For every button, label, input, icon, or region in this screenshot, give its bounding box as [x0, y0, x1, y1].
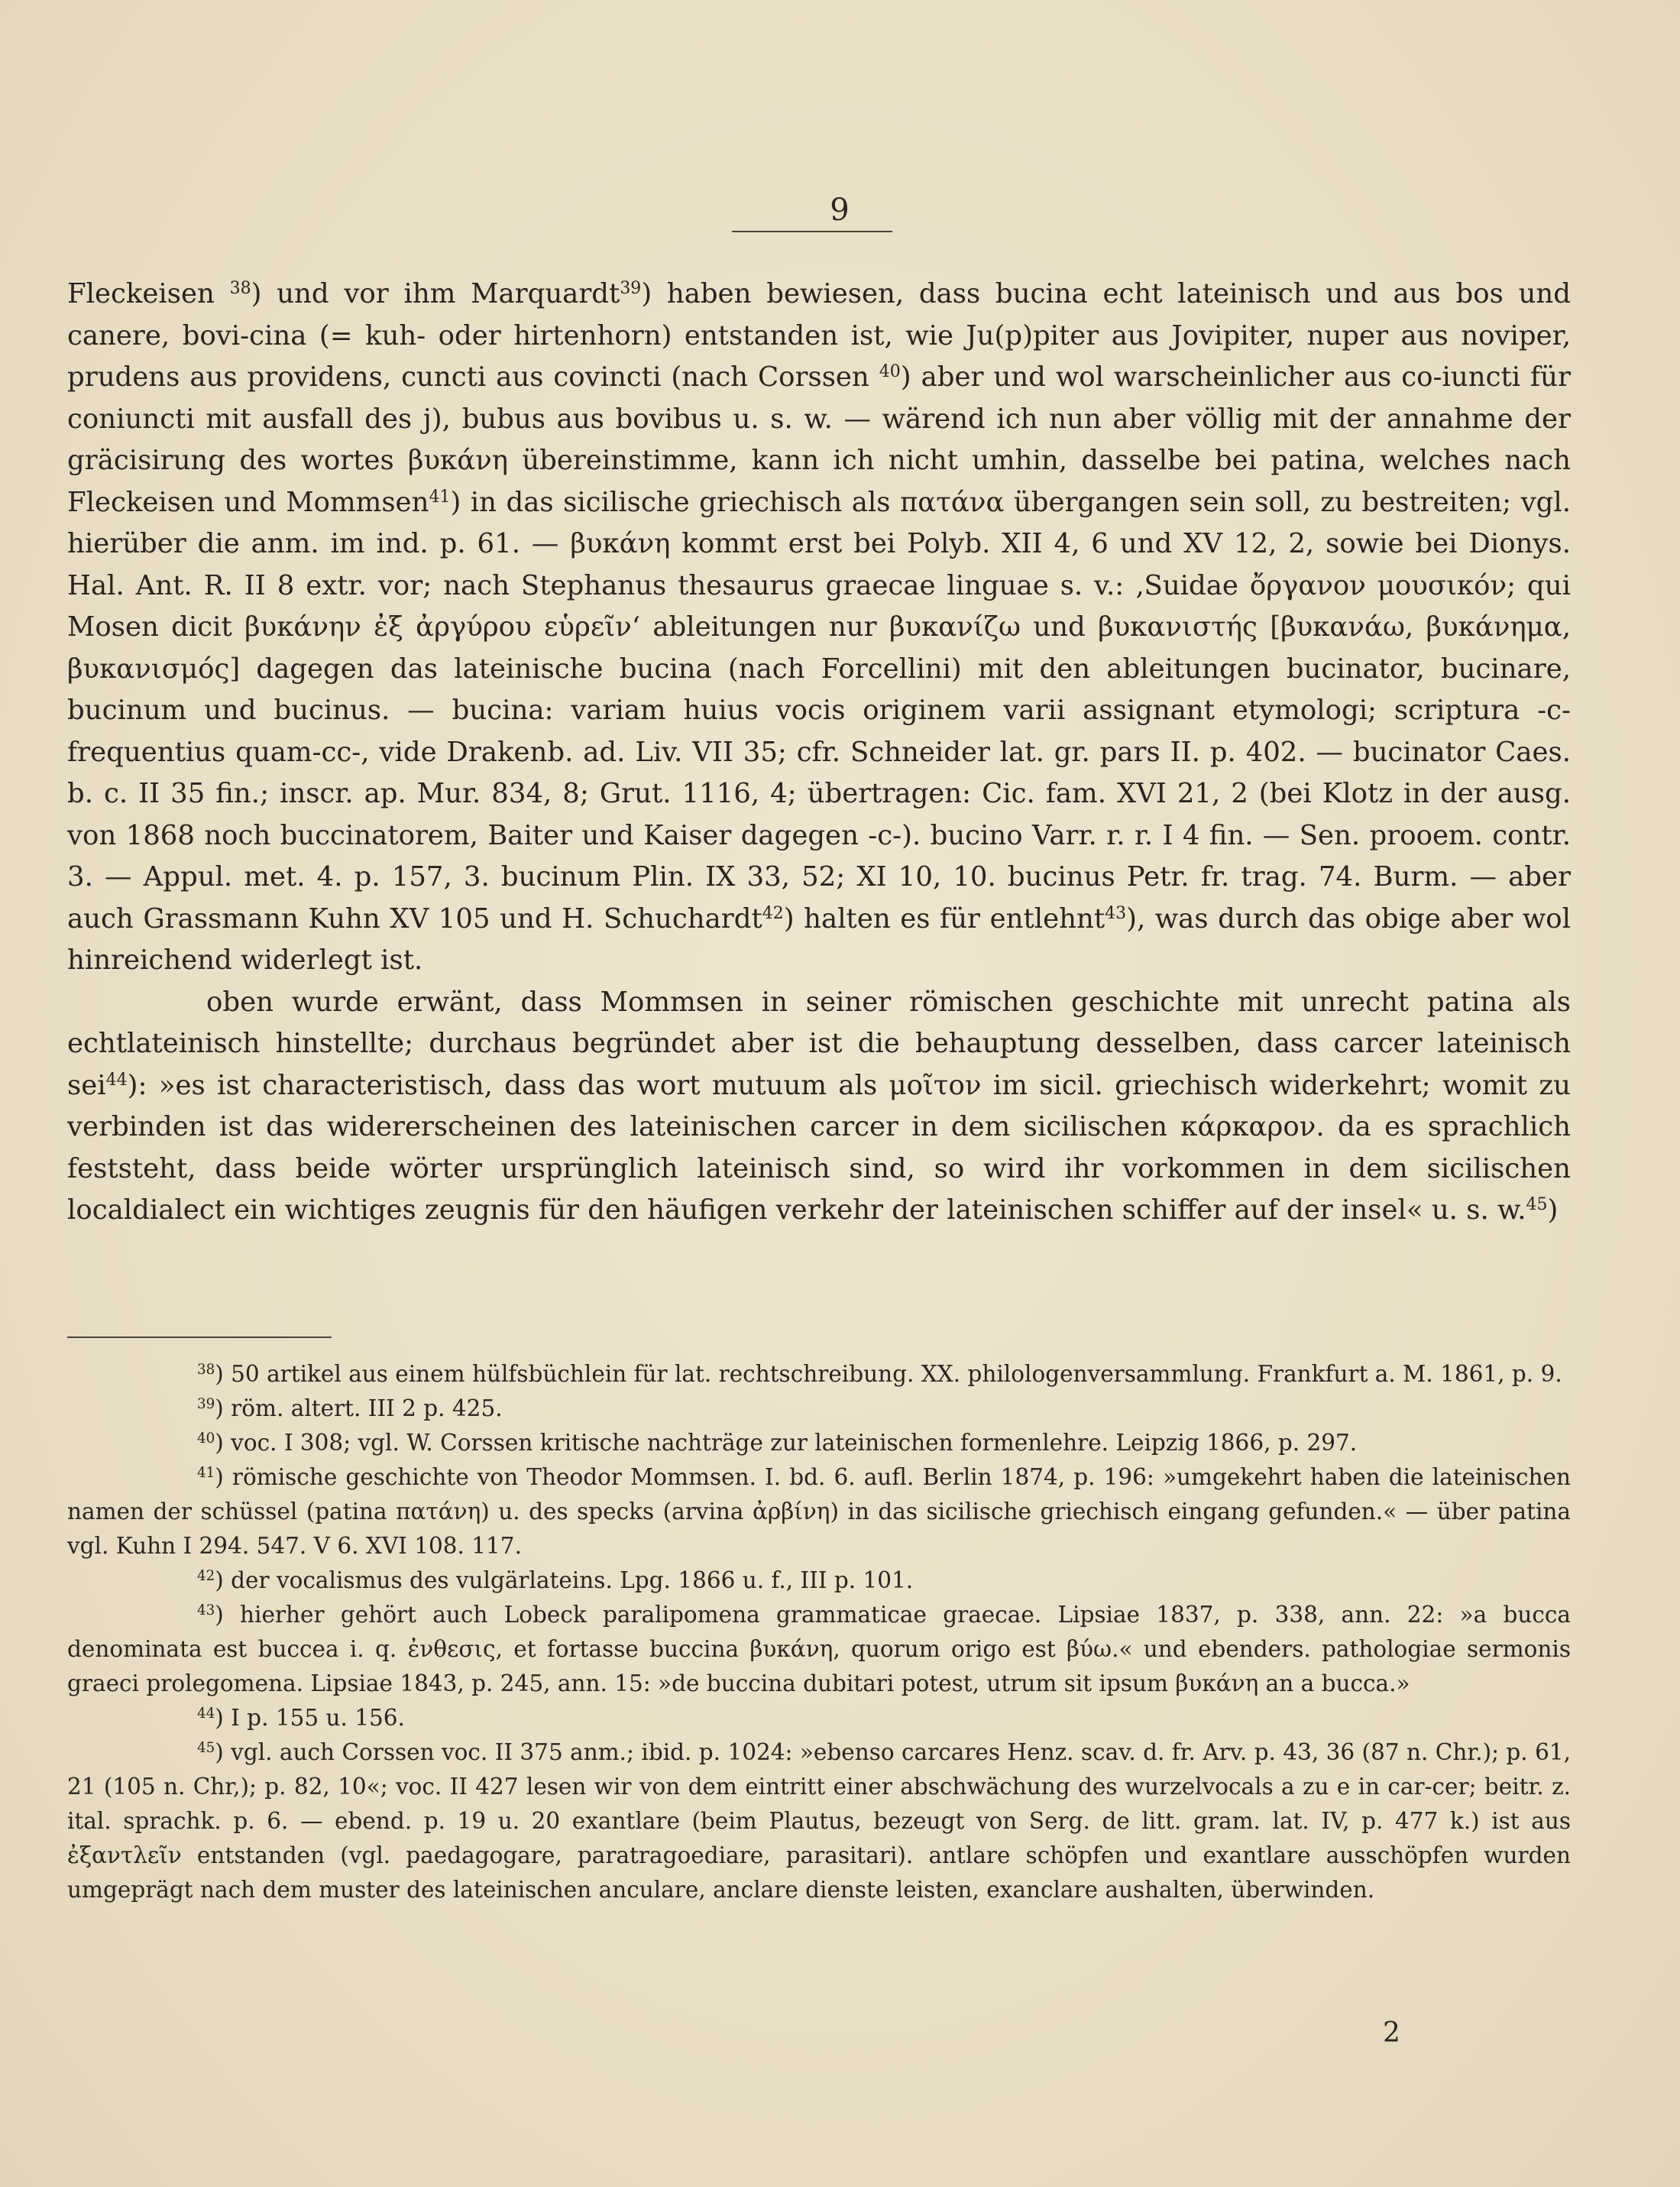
footnote-44: $^{44}$) I p. 155 u. 156. [197, 1705, 405, 1731]
paragraph: Fleckeisen $^{38}$) und vor ihm Marquardt$^{39}$) haben bewiesen, dass bucina echt lateinisch und aus bos und canere, bovi-cina (= kuh- oder hirtenhorn) entstanden ist, wie Ju(p)piter aus Jovipiter, nuper aus noviper, prudens aus providens, cuncti aus covincti (nach Corssen $^{40}$) aber und wol warscheinlicher aus co-iuncti für coniuncti mit ausfall des j), bubus aus bovibus u. s. w. — wärend ich nun aber völlig mit der annahme der gräcisirung des wortes βυκάνη übereinstimme, kann ich nicht umhin, dasselbe bei patina, welches nach Fleckeisen und Mommsen$^{41}$) in das sicilische griechisch als πατάνα übergangen sein soll, zu bestreiten; vgl. hierüber die anm. im ind. p. 61. — βυκάνη kommt erst bei Polyb. XII 4, 6 und XV 12, 2, sowie bei Dionys. Hal. Ant. R. II 8 extr. vor; nach Stephanus thesaurus graecae linguae s. v.: ‚Suidae ὄργανον μουσικόν; qui Mosen dicit βυκάνην ἐξ ἀργύρου εὑρεῖν‘ ableitungen nur βυκανίζω und βυκανιστής [βυκανάω, βυκάνημα, βυκανισμός] dagegen das lateinische bucina (nach Forcellini) mit den ableitungen bucinator, bucinare, bucinum und bucinus. — bucina: variam huius vocis originem varii assignant etymologi; scriptura -c- frequentius quam-cc-, vide Drakenb. ad. Liv. VII 35; cfr. Schneider lat. gr. pars II. p. 402. — bucinator Caes. b. c. II 35 fin.; inscr. ap. Mur. 834, 8; Grut. 1116, 4; übertragen: Cic. fam. XVI 21, 2 (bei Klotz in der ausg. von 1868 noch buccinatorem, Baiter und Kaiser dagegen -c-). bucino Varr. r. r. I 4 fin. — Sen. prooem. contr. 3. — Appul. met. 4. p. 157, 3. bucinum Plin. IX 33, 52; XI 10, 10. bucinus Petr. fr. trag. 74. Burm. — aber auch Grassmann Kuhn XV 105 und H. Schuchardt$^{42}$) halten es für entlehnt$^{43}$), was durch das obige aber wol hinreichend widerlegt ist. [67, 278, 1572, 976]
footnote-separator [67, 1336, 332, 1338]
footnote-41: $^{41}$) römische geschichte von Theodor Mommsen. I. bd. 6. aufl. Berlin 1874, p. 196: »umgekehrt haben die lateinischen namen der schüssel (patina πατάνη) u. des specks (arvina ἀρβίνη) in das sicilische griechisch eingang gefunden.« — über patina vgl. Kuhn I 294. 547. V 6. XVI 108. 117. [67, 1464, 1571, 1559]
footnote-45: $^{45}$) vgl. auch Corssen voc. II 375 anm.; ibid. p. 1024: »ebenso carcares Henz. scav. d. fr. Arv. p. 43, 36 (87 n. Chr.); p. 61, 21 (105 n. Chr,); p. 82, 10«; voc. II 427 lesen wir von dem eintritt einer abschwächung des wurzelvocals a zu e in car-cer; beitr. z. ital. sprachk. p. 6. — ebend. p. 19 u. 20 exantlare (beim Plautus, bezeugt von Serg. de litt. gram. lat. IV, p. 477 k.) ist aus ἐξαντλεῖν entstanden (vgl. paedagogare, paratragoediare, parasitari). antlare schöpfen und exantlare ausschöpfen wurden umgeprägt nach dem muster des lateinischen anculare, anclare dienste leisten, exanclare aushalten, überwinden. [67, 1739, 1571, 1903]
footnote-39: $^{39}$) röm. altert. III 2 p. 425. [197, 1395, 503, 1421]
footnote-43: $^{43}$) hierher gehört auch Lobeck paralipomena grammaticae graecae. Lipsiae 1837, p. 338, ann. 22: »a bucca denominata est buccea i. q. ἐνθεσις, et fortasse buccina βυκάνη, quorum origo est βύω.« und ebenders. pathologiae sermonis graeci prolegomena. Lipsiae 1843, p. 245, ann. 15: »de buccina dubitari potest, utrum sit ipsum βυκάνη an a bucca.» [67, 1602, 1571, 1696]
footnote-40: $^{40}$) voc. I 308; vgl. W. Corssen kritische nachträge zur lateinischen formenlehre. Leipzig 1866, p. 297. [197, 1430, 1358, 1456]
page-number: 9 [830, 193, 850, 228]
footnote-38: $^{38}$) 50 artikel aus einem hülfsbüchlein für lat. rechtschreibung. XX. philologenversammlung. Frankfurt a. M. 1861, p. 9. [197, 1361, 1562, 1387]
paragraph: oben wurde erwänt, dass Mommsen in seiner römischen geschichte mit unrecht patina als echtlateinisch hinstellte; durchaus begründet aber ist die behauptung desselben, dass carcer lateinisch sei$^{44}$): »es ist characteristisch, dass das wort mutuum als μοῖτον im sicil. griechisch widerkehrt; womit zu verbinden ist das widererscheinen des lateinischen carcer in dem sicilischen κάρκαρον. da es sprachlich feststeht, dass beide wörter ursprünglich lateinisch sind, so wird ihr vorkommen in dem sicilischen localdialect ein wichtiges zeugnis für den häufigen verkehr der lateinischen schiffer auf der insel« u. s. w.$^{45}$) [67, 986, 1571, 1226]
footnote-42: $^{42}$) der vocalismus des vulgärlateins. Lpg. 1866 u. f., III p. 101. [197, 1567, 914, 1593]
signature-mark: 2 [1383, 2017, 1400, 2049]
footnotes [67, 1357, 1571, 1907]
main-text [67, 274, 1571, 1232]
page-number-rule [732, 231, 892, 232]
